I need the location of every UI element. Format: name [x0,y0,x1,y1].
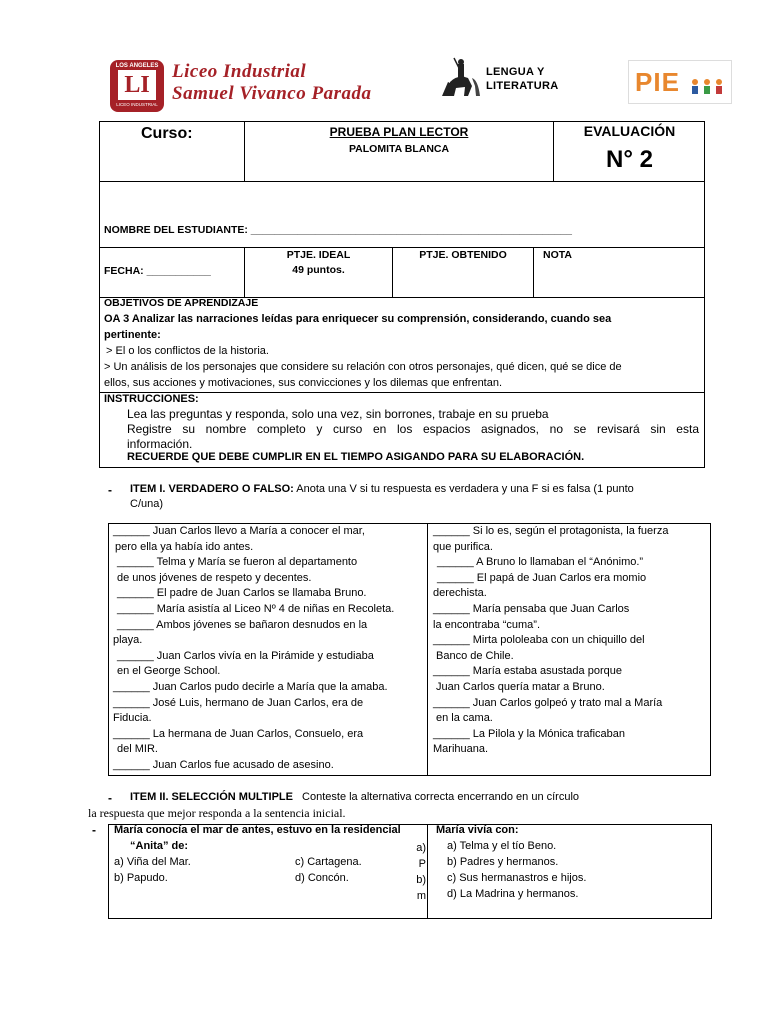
evaluation-label: EVALUACIÓN [583,123,676,139]
school-badge-bottom: LICEO INDUSTRIAL [116,102,158,107]
vf-left-line: de unos jóvenes de respeto y decentes. [117,571,312,584]
student-name-field[interactable]: NOMBRE DEL ESTUDIANTE: _______________________________________________________ [104,224,572,236]
instruction-2-line1: Registre su nombre completo y curso en los espacios asignados, no se revisará sin esta [127,422,699,436]
item2-heading-line [130,791,579,803]
vf-left-line: ______ Juan Carlos pudo decirle a María que la amaba. [113,680,388,693]
test-title: PRUEBA PLAN LECTOR [329,125,469,139]
instruction-2-line2: información. [127,437,193,451]
vf-right-line: en la cama. [436,712,493,725]
vf-right-line: ______ María estaba asustada porque [433,665,622,678]
vf-right-line: que purifica. [433,540,493,553]
school-name-line2: Samuel Vivanco Parada [172,83,372,104]
vf-left-line: pero ella ya había ido antes. [115,540,254,553]
vf-right-line: Banco de Chile. [436,649,514,662]
item2-row-bullet: - [92,823,96,837]
q1-cut-letter: b) [416,874,426,886]
school-logo [110,60,400,116]
item2-bullet: - [108,791,112,805]
objectives-oa3-line1: OA 3 Analizar las narraciones leídas para enriquecer su comprensión, considerando, cuando sea [104,313,612,325]
objectives-point2-line2: ellos, sus acciones y motivaciones, sus convicciones y los dilemas que enfrentan. [104,377,503,389]
item1-heading: ITEM I. VERDADERO O FALSO: [130,483,294,495]
vf-right-line: ______ El papá de Juan Carlos era momio [437,571,647,584]
vf-right-line: ______ A Bruno lo llamaban el “Anónimo.” [437,556,644,569]
grade-label: NOTA [543,249,572,261]
vf-left-line: ______ Ambos jóvenes se bañaron desnudos en la [117,618,368,631]
vf-left-line: ______ María asistía al Liceo Nº 4 de niñas en Recoleta. [117,602,395,615]
vf-right-line: Marihuana. [433,743,489,756]
vf-left-line: en el George School. [117,665,221,678]
vf-left-line: ______ Juan Carlos vivía en la Pirámide y estudiaba [117,649,374,662]
item2-table [108,824,712,919]
vf-left-line: Fiducia. [113,712,152,725]
q2-option-a[interactable]: a) Telma y el tío Beno. [447,840,557,852]
school-name-line1: Liceo Industrial [172,61,307,82]
evaluation-number: N° 2 [606,146,653,173]
q1-option-d[interactable]: d) Concón. [295,872,349,884]
school-badge-icon [110,60,164,112]
q1-option-b[interactable]: b) Papudo. [114,872,168,884]
quixote-icon [438,56,484,100]
book-title: PALOMITA BLANCA [348,143,450,155]
vf-right-line: ______ María pensaba que Juan Carlos [433,602,630,615]
pie-logo [628,60,732,104]
vf-left-line: playa. [113,634,143,647]
vf-right-line: Juan Carlos quería matar a Bruno. [436,680,605,693]
objectives-point1: > El o los conflictos de la historia. [106,345,269,357]
ideal-score-label: PTJE. IDEAL [286,249,351,261]
vf-right-line: ______ Si lo es, según el protagonista, la fuerza [433,525,669,537]
q1-cut-letter: P [418,858,426,870]
vf-left-line: ______ Juan Carlos llevo a María a conocer el mar, [113,525,365,537]
vf-left-line: ______ Telma y María se fueron al departamento [117,556,358,569]
curso-label: Curso: [141,125,193,142]
obtained-score-label: PTJE. OBTENIDO [419,249,507,261]
item1-description-line2: C/una) [130,498,164,510]
q1-cut-letters [412,840,426,904]
item1-bullet: - [108,483,112,497]
subject-line2: LITERATURA [486,80,559,92]
school-badge-top: LOS ANGELES [115,63,159,69]
pie-logo-text: PIE [635,67,680,97]
objectives-point2-line1: > Un análisis de los personajes que considere su relación con otros personajes, qué dicen, qué se dice de [104,361,622,373]
item1-description-line1: Anota una V si tu respuesta es verdadera y una F si es falsa (1 punto [296,483,634,495]
q1-stem-line1: María conocía el mar de antes, estuvo en la residencial [114,824,401,836]
children-icon [689,77,727,97]
vf-left-line: ______ José Luis, hermano de Juan Carlos, era de [113,696,364,709]
q1-option-a[interactable]: a) Viña del Mar. [114,856,191,868]
q1-cut-letter: a) [416,842,426,854]
item1-right-column [433,524,709,758]
vf-left-line: ______ El padre de Juan Carlos se llamaba Bruno. [117,587,367,600]
instruction-1: Lea las preguntas y responda, solo una vez, sin borrones, trabaje en su prueba [127,407,549,421]
subject-line1: LENGUA Y [486,66,545,78]
q2-option-c[interactable]: c) Sus hermanastros e hijos. [447,872,587,884]
school-badge-letter: LI [118,70,156,100]
q1-cut-letter: m [416,890,426,902]
q2-option-b[interactable]: b) Padres y hermanos. [447,856,559,868]
vf-left-line: ______ Juan Carlos fue acusado de asesino. [113,758,334,771]
vf-right-line: ______ La Pilola y la Mónica traficaban [433,727,626,740]
item1-heading-line [130,483,634,495]
q2-option-d[interactable]: d) La Madrina y hermanos. [447,888,579,900]
objectives-title: OBJETIVOS DE APRENDIZAJE [104,297,259,309]
date-field[interactable]: FECHA: ___________ [104,265,211,277]
vf-right-line: la encontraba “cuma”. [433,618,540,631]
vf-left-line: del MIR. [117,743,158,756]
vf-left-line: ______ La hermana de Juan Carlos, Consuelo, era [113,727,364,740]
q1-option-c[interactable]: c) Cartagena. [295,856,362,868]
item2-description-line2: la respuesta que mejor responda a la sentencia inicial. [88,806,346,820]
instruction-3: RECUERDE QUE DEBE CUMPLIR EN EL TIEMPO ASIGANDO PARA SU ELABORACIÓN. [127,451,585,463]
item2-description: Conteste la alternativa correcta encerrando en un círculo [302,791,580,803]
subject-logo [438,56,574,100]
q1-stem-line2: “Anita” de: [130,840,189,852]
vf-right-line: ______ Juan Carlos golpeó y trato mal a María [433,696,663,709]
item2-heading: ITEM II. SELECCIÓN MULTIPLE [130,791,293,803]
instructions-title: INSTRUCCIONES: [104,393,199,405]
objectives-oa3-line2: pertinente: [104,329,161,341]
q2-stem: María vivía con: [436,824,519,836]
vf-right-line: derechista. [433,587,487,600]
vf-right-line: ______ Mirta pololeaba con un chiquillo del [433,634,645,647]
item1-left-column [113,524,425,774]
ideal-score-value: 49 puntos. [292,264,345,276]
